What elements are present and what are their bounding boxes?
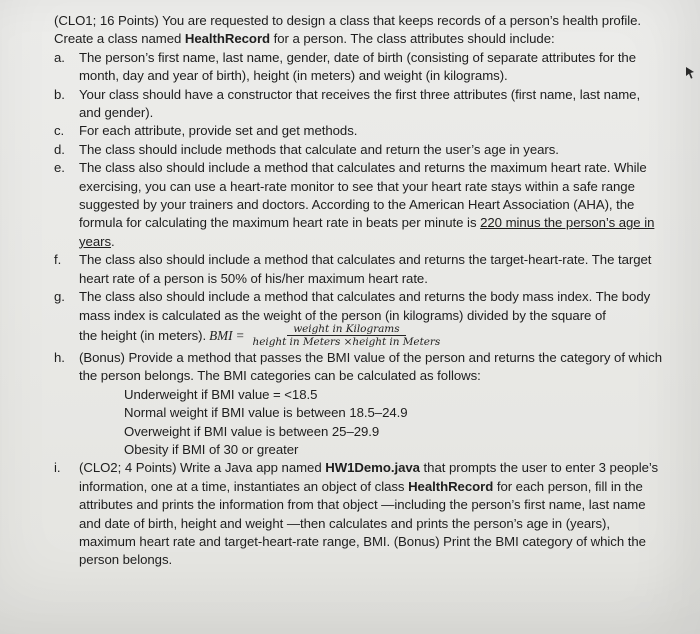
list-item-i (54, 459, 664, 569)
item-marker: f. (54, 252, 62, 268)
item-text: For each attribute, provide set and get methods. (79, 123, 358, 139)
list-item-c (54, 122, 664, 140)
item-text: The class also should include a method that calculates and returns the maximum heart rate. While exercising, you can use a heart-rate monitor to see that your heart rate stays within a safe range suggested by your trainers and doctors. According to the American Heart Association (AHA), the formula for calculating the maximum heart rate in beats per minute is (79, 160, 647, 231)
item-marker: g. (54, 289, 65, 305)
list-item-d (54, 141, 664, 159)
class-name-bold: HealthRecord (184, 31, 271, 47)
item-text-mid: that prompts the user to enter 3 people’s information, one at a time, instantiates an object of class (79, 460, 659, 494)
category-obesity: Obesity if BMI of 30 or greater (124, 441, 299, 457)
list-item-b (54, 86, 664, 123)
intro-text: (CLO1; 16 Points) You are requested to design a class that keeps records of a person’s health profile. Create a class named (54, 13, 641, 47)
bmi-symbol: BMI = (209, 327, 245, 343)
intro-paragraph (54, 12, 664, 49)
category-underweight: Underweight if BMI value = <18.5 (124, 386, 318, 402)
assignment-document (54, 12, 664, 570)
class-name-bold: HealthRecord (408, 478, 494, 494)
app-name-bold: HW1Demo.java (325, 460, 420, 476)
item-marker: c. (54, 123, 65, 139)
item-text: The class also should include a method that calculates and returns the body mass index. The body mass index is calculated as the weight of the person (in kilograms) divided by the square of (79, 289, 651, 323)
item-text: Your class should have a constructor that receives the first three attributes (first name, last name, and gender). (79, 86, 641, 121)
item-marker: b. (54, 86, 65, 102)
item-text: The class should include methods that calculate and return the user’s age in years. (79, 141, 559, 157)
arrow-cursor-icon (685, 66, 695, 80)
formula-lead-text: the height (in meters). (79, 327, 207, 343)
list-item-g (54, 288, 664, 349)
item-marker: e. (54, 160, 65, 176)
item-marker: h. (54, 349, 65, 365)
item-text: (CLO2; 4 Points) Write a Java app named (79, 460, 326, 476)
list-item-e (54, 159, 664, 251)
item-text-end: . (111, 233, 115, 249)
category-overweight: Overweight if BMI value is between 25–29.9 (124, 423, 380, 439)
item-marker: d. (54, 141, 65, 157)
item-marker: a. (54, 49, 65, 65)
item-text: (Bonus) Provide a method that passes the BMI value of the person and returns the category of which the person belongs. The BMI categories can be calculated as follows: (79, 349, 663, 384)
item-text-end: for each person, fill in the attributes and prints the information from that object —including the person’s first name, last name and date of birth, height and weight —then calculates and prints the person’s age in (years), maximum heart rate and target-heart-rate range, BMI. (Bonus) Print the BMI category of which the person belongs. (79, 478, 646, 568)
list-item-f (54, 251, 664, 288)
bmi-fraction (251, 323, 443, 348)
item-marker: i. (54, 460, 61, 476)
bmi-categories (79, 386, 664, 460)
item-text: The class also should include a method that calculates and returns the target-heart-rate. The target heart rate of a person is 50% of his/her maximum heart rate. (79, 252, 652, 286)
item-text: The person’s first name, last name, gender, date of birth (consisting of separate attributes for the month, day and year of birth), height (in meters) and weight (in kilograms). (79, 49, 636, 84)
intro-text-end: for a person. The class attributes should include: (270, 31, 555, 47)
requirements-list (54, 49, 664, 570)
bmi-formula-line (79, 323, 664, 349)
fraction-numerator: weight in Kilograms (287, 323, 405, 336)
underlined-formula-text: 220 minus the person’s age in years (79, 215, 655, 249)
list-item-a (54, 49, 664, 86)
list-item-h (54, 349, 664, 459)
category-normal: Normal weight if BMI value is between 18.5–24.9 (124, 405, 408, 421)
fraction-denominator: height in Meters ×height in Meters (252, 336, 441, 349)
